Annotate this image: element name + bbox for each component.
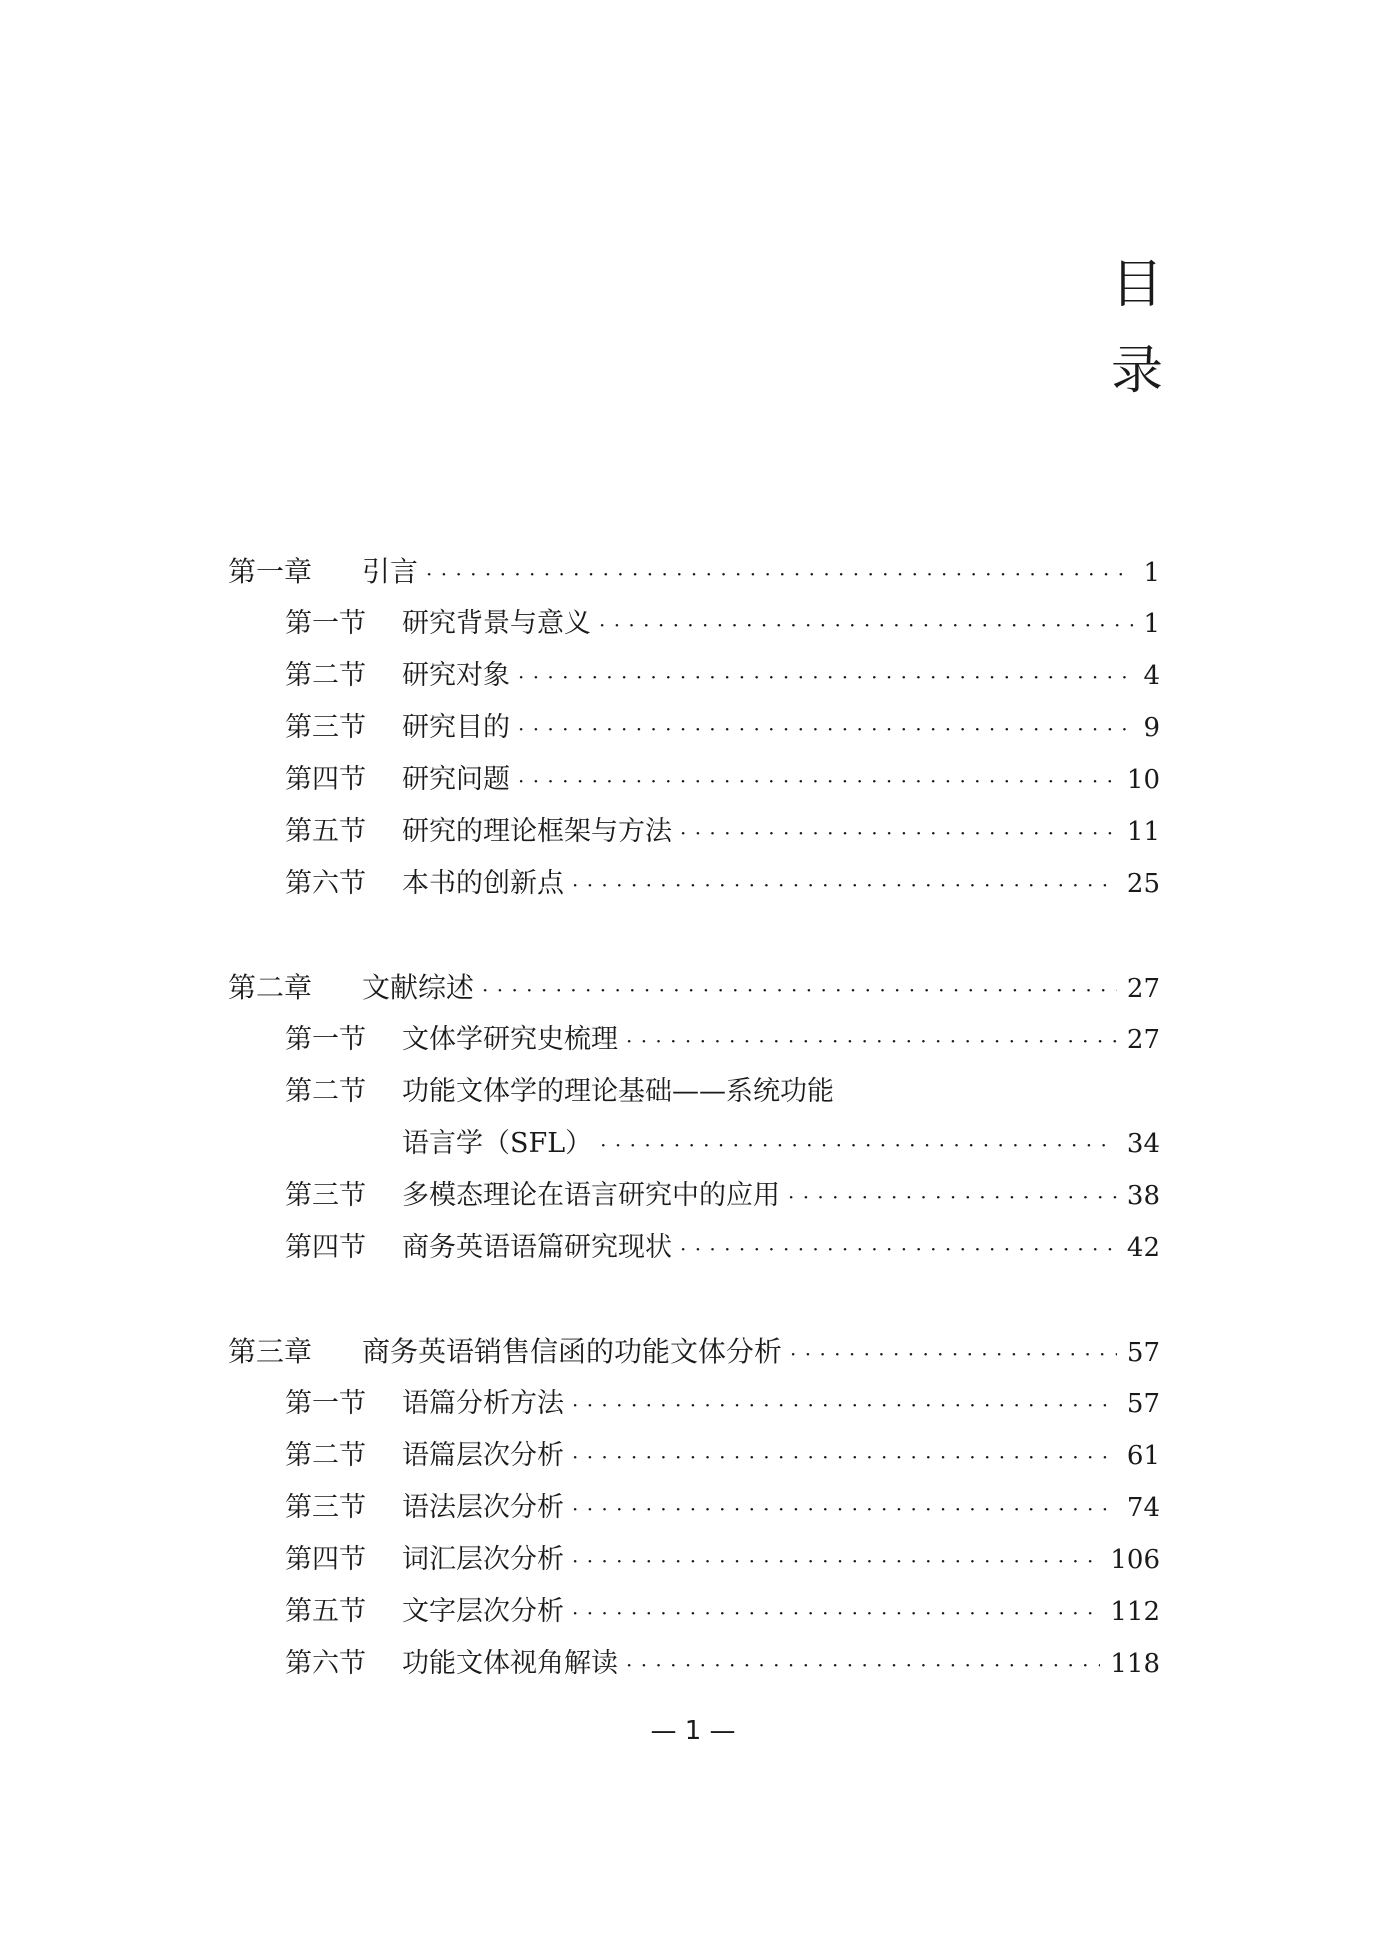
chapter-number: 第一章	[228, 555, 313, 588]
page-number: 27	[1126, 974, 1160, 1004]
page-number: 57	[1126, 1389, 1160, 1419]
section-title: 多模态理论在语言研究中的应用	[402, 1180, 780, 1211]
title-char: 目	[1110, 255, 1163, 315]
section-title: 语篇层次分析	[402, 1440, 564, 1471]
section-number: 第三节	[285, 1180, 366, 1211]
dot-leader	[600, 1119, 1117, 1171]
page-number: 112	[1110, 1597, 1160, 1627]
dot-leader	[572, 1431, 1117, 1483]
section-number: 第四节	[285, 1544, 366, 1575]
section-number: 第二节	[285, 1076, 366, 1107]
page-number: 34	[1126, 1129, 1160, 1159]
dot-leader	[572, 1379, 1117, 1431]
dot-leader	[680, 807, 1117, 859]
dot-leader	[426, 548, 1133, 600]
section-entry[interactable]	[228, 806, 1160, 858]
page-number: 74	[1126, 1493, 1160, 1523]
dot-leader	[626, 1639, 1100, 1691]
page-number: 38	[1126, 1181, 1160, 1211]
section-entry[interactable]	[228, 858, 1160, 910]
section-title-continuation: 语言学（SFL）	[402, 1128, 593, 1159]
chapter-1	[228, 546, 1160, 910]
dot-leader	[788, 1171, 1117, 1223]
chapter-number: 第三章	[228, 1335, 313, 1368]
section-title: 文字层次分析	[402, 1596, 564, 1627]
section-title: 语法层次分析	[402, 1492, 564, 1523]
section-title: 研究对象	[402, 660, 510, 691]
page-footer: — 1 —	[650, 1716, 736, 1746]
page-number: 106	[1110, 1545, 1160, 1575]
chapter-number: 第二章	[228, 971, 313, 1004]
page-number: 1	[1143, 609, 1160, 639]
section-title: 功能文体视角解读	[402, 1648, 618, 1679]
section-title: 研究的理论框架与方法	[402, 816, 672, 847]
section-entry[interactable]	[228, 650, 1160, 702]
page-title	[1102, 242, 1172, 414]
section-title: 商务英语语篇研究现状	[402, 1232, 672, 1263]
section-entry[interactable]	[228, 1586, 1160, 1638]
page-number: 25	[1126, 869, 1160, 899]
chapter-entry[interactable]	[228, 546, 1160, 598]
dot-leader	[518, 703, 1133, 755]
section-title: 研究目的	[402, 712, 510, 743]
section-entry[interactable]	[228, 1378, 1160, 1430]
section-entry-continuation[interactable]	[228, 1118, 1160, 1170]
section-number: 第一节	[285, 1388, 366, 1419]
table-of-contents	[228, 546, 1160, 1742]
page-number: 11	[1126, 817, 1160, 847]
dot-leader	[572, 859, 1117, 911]
page-number: 42	[1126, 1233, 1160, 1263]
chapter-title: 商务英语销售信函的功能文体分析	[362, 1335, 783, 1368]
chapter-title: 文献综述	[362, 971, 475, 1004]
section-entry[interactable]	[228, 1638, 1160, 1690]
section-title: 研究问题	[402, 764, 510, 795]
section-number: 第五节	[285, 816, 366, 847]
section-number: 第六节	[285, 868, 366, 899]
section-number: 第五节	[285, 1596, 366, 1627]
page-number: 118	[1110, 1649, 1160, 1679]
section-number: 第二节	[285, 1440, 366, 1471]
page-number: 10	[1126, 765, 1160, 795]
section-entry[interactable]	[228, 754, 1160, 806]
section-entry[interactable]	[228, 1482, 1160, 1534]
page-number: 9	[1143, 713, 1160, 743]
section-title: 功能文体学的理论基础——系统功能	[402, 1076, 834, 1107]
section-number: 第一节	[285, 1024, 366, 1055]
dot-leader	[518, 755, 1117, 807]
chapter-entry[interactable]	[228, 962, 1160, 1014]
dot-leader	[482, 964, 1117, 1016]
section-number: 第四节	[285, 764, 366, 795]
dot-leader	[572, 1535, 1100, 1587]
section-number: 第六节	[285, 1648, 366, 1679]
page-number: 61	[1126, 1441, 1160, 1471]
section-title: 文体学研究史梳理	[402, 1024, 618, 1055]
title-char: 录	[1110, 341, 1163, 401]
chapter-entry[interactable]	[228, 1326, 1160, 1378]
section-title: 研究背景与意义	[402, 608, 591, 639]
section-entry[interactable]	[228, 1170, 1160, 1222]
section-entry[interactable]	[228, 1430, 1160, 1482]
chapter-3	[228, 1326, 1160, 1690]
dot-leader	[680, 1223, 1117, 1275]
section-entry[interactable]	[228, 702, 1160, 754]
section-entry[interactable]	[228, 1534, 1160, 1586]
section-number: 第三节	[285, 712, 366, 743]
section-entry[interactable]	[228, 598, 1160, 650]
section-entry[interactable]	[228, 1222, 1160, 1274]
dot-leader	[599, 599, 1133, 651]
chapter-2	[228, 962, 1160, 1274]
section-number: 第三节	[285, 1492, 366, 1523]
chapter-title: 引言	[362, 555, 419, 588]
dot-leader	[626, 1015, 1117, 1067]
page-number: 27	[1126, 1025, 1160, 1055]
section-number: 第四节	[285, 1232, 366, 1263]
section-title: 语篇分析方法	[402, 1388, 564, 1419]
section-number: 第二节	[285, 660, 366, 691]
dot-leader	[518, 651, 1133, 703]
page-number: 4	[1143, 661, 1160, 691]
section-number: 第一节	[285, 608, 366, 639]
section-entry[interactable]	[228, 1066, 1160, 1118]
section-title: 词汇层次分析	[402, 1544, 564, 1575]
section-title: 本书的创新点	[402, 868, 564, 899]
dot-leader	[790, 1328, 1117, 1380]
dot-leader	[572, 1483, 1117, 1535]
dot-leader	[572, 1587, 1100, 1639]
page-number: 1	[1143, 558, 1160, 588]
page-number: 57	[1126, 1338, 1160, 1368]
section-entry[interactable]	[228, 1014, 1160, 1066]
